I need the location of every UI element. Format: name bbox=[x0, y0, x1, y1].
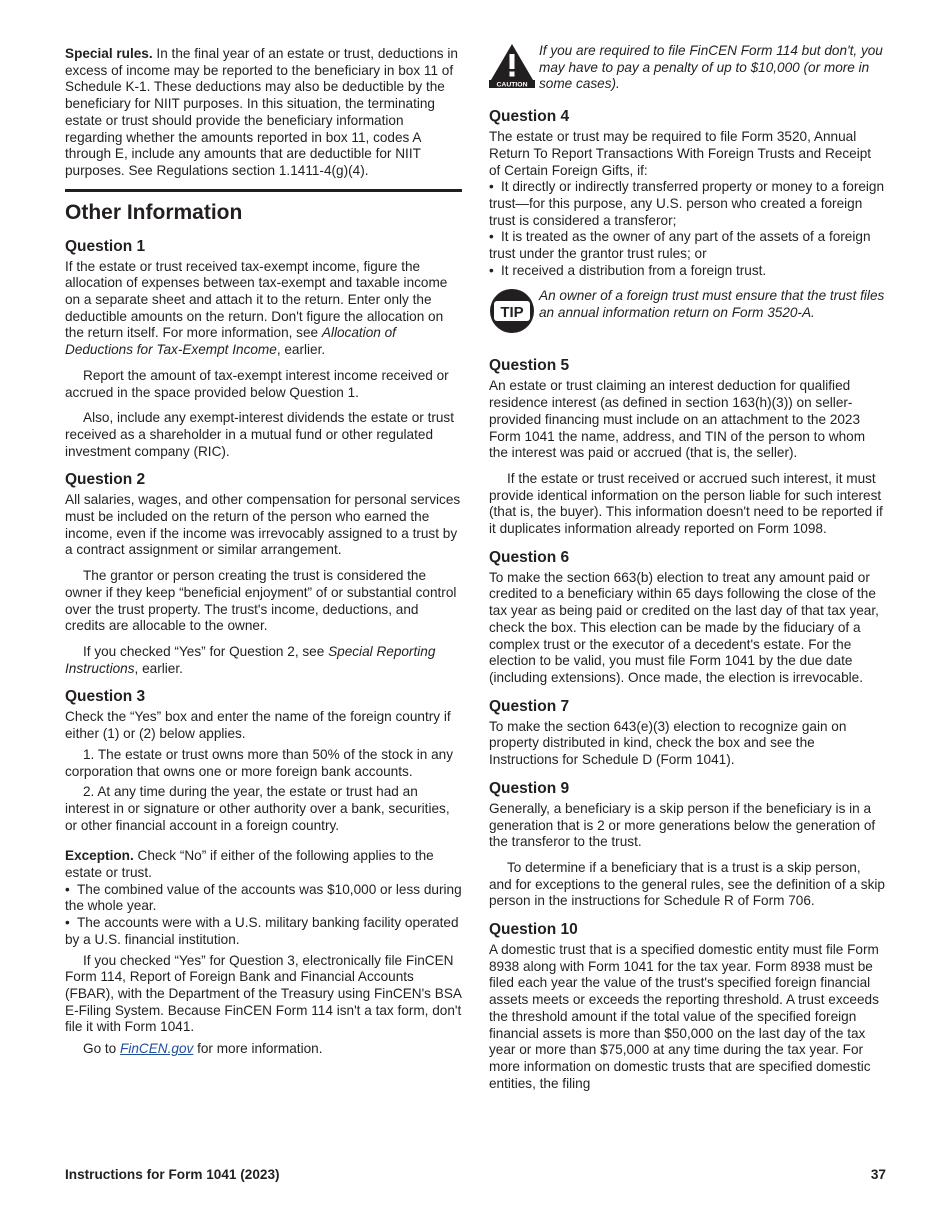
bullet-icon: • bbox=[65, 881, 70, 897]
caution-icon bbox=[489, 42, 535, 88]
question-2-heading: Question 2 bbox=[65, 471, 146, 489]
question-4-bullet-text: It directly or indirectly transferred property or money to a foreign trust—for this purpose, any U.S. person who created a foreign trust is considered a transferor; bbox=[489, 179, 885, 228]
question-4-paragraph-1: The estate or trust may be required to file Form 3520, Annual Return To Report Transactions With Foreign Trusts and Receipt of Certain Foreign Gifts, if: bbox=[489, 129, 872, 178]
caution-icon-box bbox=[489, 42, 539, 88]
bullet-icon: • bbox=[65, 915, 70, 931]
question-9-paragraph-1: Generally, a beneficiary is a skip person if the beneficiary is in a generation that is 2 or more generations below the generation of the transferor to the trust. bbox=[489, 800, 876, 850]
fincen-link[interactable]: FinCEN.gov bbox=[120, 1041, 194, 1057]
q2-text-b: , earlier. bbox=[134, 660, 183, 676]
question-5-paragraph-2: If the estate or trust received or accrued such interest, it must provide identical information on the person liable for such interest (that is, the buyer). This information doesn't need to be reported if it duplicates information already reported on Form 1098. bbox=[489, 470, 883, 537]
goto-text-b: for more information. bbox=[193, 1041, 323, 1057]
question-10-heading: Question 10 bbox=[489, 921, 578, 939]
q2-crossref: Special Reporting Instructions bbox=[65, 643, 436, 676]
bullet-icon: • bbox=[489, 179, 494, 195]
question-7-heading: Question 7 bbox=[489, 697, 570, 715]
question-4-bullet-text: It received a distribution from a foreign trust. bbox=[501, 262, 767, 278]
question-3-goto-paragraph bbox=[65, 1041, 462, 1058]
footer-form-title: Instructions for Form 1041 (2023) bbox=[65, 1167, 280, 1182]
q1-crossref: Allocation of Deductions for Tax-Exempt Income bbox=[65, 325, 396, 358]
tip-icon-box bbox=[489, 288, 539, 334]
question-2-paragraph-1: All salaries, wages, and other compensation for personal services must be included on the return of the person who earned the income, even if the income was irrevocably assigned to a trust by a contract assignment or similar arrangement. bbox=[65, 492, 461, 558]
question-7-paragraph-1: To make the section 643(e)(3) election to recognize gain on property distributed in kind, check the box and see the Instructions for Schedule D (Form 1041). bbox=[489, 718, 847, 768]
question-4-bullet-text: It is treated as the owner of any part of the assets of a foreign trust under the grantor trust rules; or bbox=[489, 229, 871, 262]
page-number: 37 bbox=[870, 1167, 886, 1182]
question-9-paragraph-2: To determine if a beneficiary that is a trust is a skip person, and for exceptions to the general rules, see the definition of a skip person in the instructions for Schedule R of Form 706. bbox=[489, 859, 885, 909]
q1-text-a: If the estate or trust received tax-exempt income, figure the allocation of expenses between tax-exempt and taxable income on a separate sheet and attach it to the return. Enter only the deductible amounts on the return. Don't figure the allocation on the return itself. For more information, see bbox=[65, 258, 448, 341]
exception-paragraph bbox=[65, 848, 462, 881]
caution-icon-label: CAUTION bbox=[496, 81, 528, 88]
question-1-paragraph-1 bbox=[65, 259, 462, 359]
page-footer bbox=[65, 1167, 886, 1184]
bullet-icon: • bbox=[489, 229, 494, 245]
question-3-paragraph-1: Check the “Yes” box and enter the name of the foreign country if either (1) or (2) below applies. bbox=[65, 709, 451, 742]
section-title: Other Information bbox=[65, 189, 462, 225]
question-1-heading: Question 1 bbox=[65, 237, 146, 255]
special-rules-paragraph bbox=[65, 46, 462, 180]
question-6-paragraph-1: To make the section 663(b) election to treat any amount paid or credited to a beneficiary within 65 days following the close of the tax year as being paid or credited on the last day of that tax year, check the box. This election can be made by the fiduciary of a complex trust or the executor of a decedent's estate. For the election to be valid, you must file Form 1041 by the due date (including extensions). Once made, the election is irrevocable. bbox=[489, 569, 879, 685]
caution-text: If you are required to file FinCEN Form 114 but don't, you may have to pay a penalty of up to $10,000 (or more in some cases). bbox=[539, 43, 883, 92]
question-10-paragraph-1: A domestic trust that is a specified domestic entity must file Form 8938 along with Form 1041 for the tax year. Form 8938 must be filed each year the value of the trust's specified foreign financial assets meets or exceeds the reporting threshold. A trust exceeds the threshold amount if the total value of the specified foreign financial assets is more than $50,000 on the last day of the tax year or more than $75,000 at any time during the tax year. For more information on domestic trusts that are specified domestic entities, the filing bbox=[489, 942, 879, 1091]
question-5-paragraph-1: An estate or trust claiming an interest deduction for qualified residence interest (as defined in section 163(h)(3)) on seller-provided financing must include on an attachment to the 2023 Form 1041 the name, address, and TIN of the person to whom the interest was paid or accrued (that is, the seller). bbox=[489, 378, 866, 461]
exception-bullet bbox=[65, 882, 462, 915]
exception-bullet-text: The accounts were with a U.S. military banking facility operated by a U.S. financial institution. bbox=[65, 915, 459, 947]
question-3-item-2: 2. At any time during the year, the estate or trust had an interest in or signature or other authority over a bank, securities, or other financial account in a foreign country. bbox=[65, 784, 450, 833]
question-3-item-1: 1. The estate or trust owns more than 50% of the stock in any corporation that owns one or more foreign bank accounts. bbox=[65, 746, 453, 779]
exception-bullet bbox=[65, 915, 462, 948]
question-6-heading: Question 6 bbox=[489, 548, 570, 566]
question-1-paragraph-2: Report the amount of tax-exempt interest income received or accrued in the space provided below Question 1. bbox=[65, 367, 449, 400]
question-3-heading: Question 3 bbox=[65, 688, 146, 706]
question-3-fincen-paragraph: If you checked “Yes” for Question 3, electronically file FinCEN Form 114, Report of Foreign Bank and Financial Accounts (FBAR), with the Department of the Treasury using FinCEN's BSA E-Filing System. Because FinCEN Form 114 isn't a tax form, don't file it with Form 1041. bbox=[65, 952, 462, 1035]
question-2-paragraph-2: The grantor or person creating the trust is considered the owner if they keep “beneficial enjoyment” of or substantial control over the trust property. The trust's income, deductions, and credits are allocable to the owner. bbox=[65, 568, 457, 634]
right-column bbox=[489, 42, 886, 1092]
special-rules-text: In the final year of an estate or trust, deductions in excess of income may be reported to the beneficiary in box 11 of Schedule K-1. These deductions may also be deductible by the beneficiary for NIIT purposes. In this situation, the terminating estate or trust should provide the beneficiary information regarding whether the amounts reported in box 11, codes A through E, include any amounts that are deductible for NIIT purposes. See Regulations section 1.1411-4(g)(4). bbox=[65, 46, 458, 178]
left-column bbox=[65, 46, 462, 1067]
question-4-bullet bbox=[489, 263, 886, 280]
tip-icon bbox=[489, 288, 535, 334]
tip-note bbox=[489, 288, 886, 334]
bullet-icon: • bbox=[489, 262, 494, 278]
question-2-paragraph-3 bbox=[65, 644, 462, 677]
tip-icon-label: TIP bbox=[500, 304, 524, 322]
question-4-bullet bbox=[489, 229, 886, 262]
q2-text-a: If you checked “Yes” for Question 2, see bbox=[83, 643, 329, 659]
tip-text: An owner of a foreign trust must ensure that the trust files an annual information return on Form 3520-A. bbox=[539, 288, 885, 321]
exception-text: Check “No” if either of the following applies to the estate or trust. bbox=[65, 848, 434, 881]
goto-text-a: Go to bbox=[83, 1041, 121, 1057]
question-4-heading: Question 4 bbox=[489, 108, 570, 126]
question-5-heading: Question 5 bbox=[489, 357, 570, 375]
q1-text-b: , earlier. bbox=[276, 342, 326, 358]
exception-label: Exception. bbox=[65, 848, 134, 864]
special-rules-label: Special rules. bbox=[65, 46, 153, 61]
question-9-heading: Question 9 bbox=[489, 779, 570, 797]
question-1-paragraph-3: Also, include any exempt-interest dividends the estate or trust received as a shareholder in a mutual fund or other regulated investment company (RIC). bbox=[65, 410, 455, 459]
exception-bullet-text: The combined value of the accounts was $10,000 or less during the whole year. bbox=[65, 881, 462, 914]
caution-note bbox=[489, 42, 886, 93]
question-4-bullet bbox=[489, 179, 886, 229]
